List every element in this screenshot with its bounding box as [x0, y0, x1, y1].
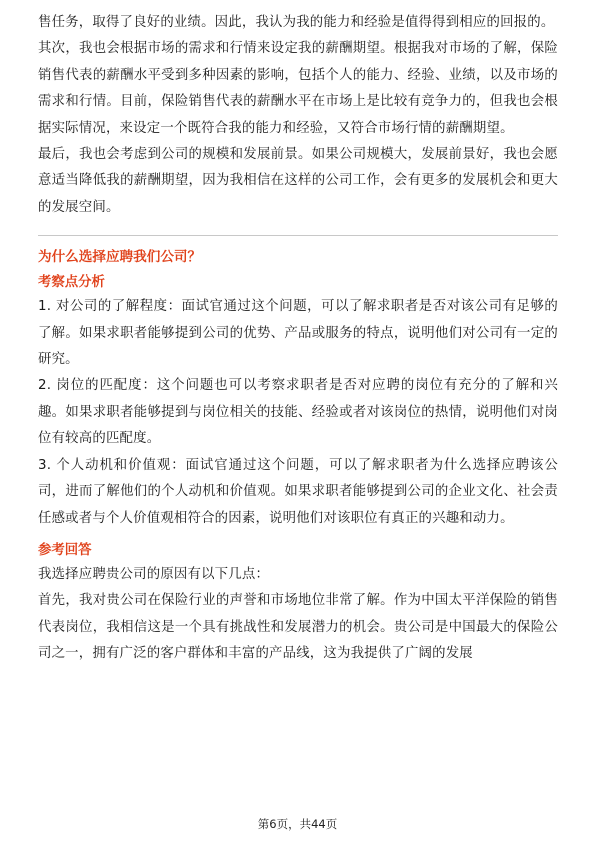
analysis-point-2: 2. 岗位的匹配度：这个问题也可以考察求职者是否对应聘的岗位有充分的了解和兴趣。如果求职者能够提到与岗位相关的技能、经验或者对该岗位的热情，说明他们对岗位有较高的匹配度。	[38, 378, 558, 447]
question-heading: 为什么选择应聘我们公司？	[38, 249, 202, 266]
intro-paragraph-1: 售任务，取得了良好的业绩。因此，我认为我的能力和经验是值得得到相应的回报的。	[38, 15, 555, 30]
analysis-point-1: 1. 对公司的了解程度：面试官通过这个问题，可以了解求职者是否对该公司有足够的了解。如果求职者能够提到公司的优势、产品或服务的特点，说明他们对公司有一定的研究。	[38, 299, 558, 368]
document-body	[38, 10, 558, 668]
section-divider	[38, 235, 558, 236]
analysis-point-3: 3. 个人动机和价值观：面试官通过这个问题，可以了解求职者为什么选择应聘该公司，进而了解他们的个人动机和价值观。如果求职者能够提到公司的企业文化、社会责任感或者与个人价值观相符合的因素，说明他们对该职位有真正的兴趣和动力。	[38, 457, 558, 526]
answer-heading: 参考回答	[38, 542, 92, 558]
intro-paragraph-3: 最后，我也会考虑到公司的规模和发展前景。如果公司规模大，发展前景好，我也会愿意适当降低我的薪酬期望，因为我相信在这样的公司工作，会有更多的发展机会和更大的发展空间。	[38, 147, 558, 215]
page-number: 第6页，共44页	[257, 817, 338, 831]
answer-paragraph-1: 我选择应聘贵公司的原因有以下几点：	[38, 566, 270, 582]
answer-paragraph-2: 首先，我对贵公司在保险行业的声誉和市场地位非常了解。作为中国太平洋保险的销售代表岗位，我相信这是一个具有挑战性和发展潜力的机会。贵公司是中国最大的保险公司之一，拥有广泛的客户群体和丰富的产品线，这为我提供了广阔的发展	[38, 593, 558, 662]
analysis-heading: 考察点分析	[38, 275, 105, 291]
intro-paragraph-2: 其次，我也会根据市场的需求和行情来设定我的薪酬期望。根据我对市场的了解，保险销售代表的薪酬水平受到多种因素的影响，包括个人的能力、经验、业绩，以及市场的需求和行情。目前，保险销售代表的薪酬水平在市场上是比较有竞争力的，但我也会根据实际情况，来设定一个既符合我的能力和经验，又符合市场行情的薪酬期望。	[38, 41, 558, 136]
